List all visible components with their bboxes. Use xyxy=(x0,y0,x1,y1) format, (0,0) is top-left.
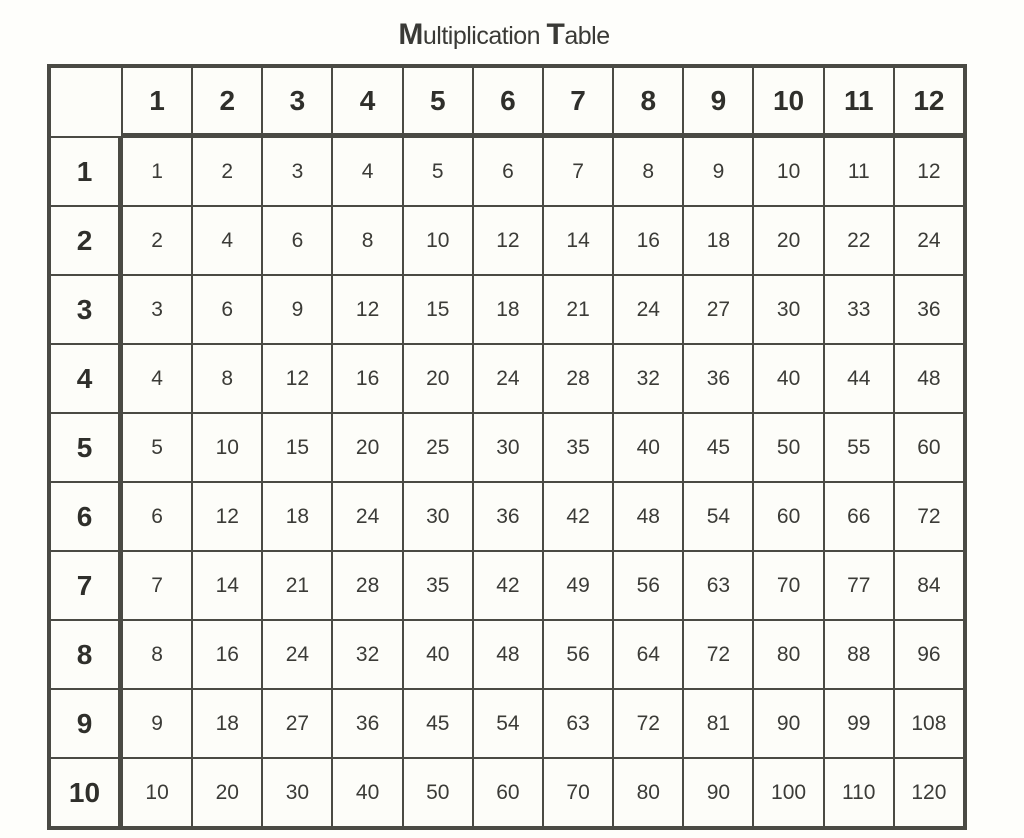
table-cell: 90 xyxy=(754,690,822,757)
table-cell: 48 xyxy=(895,345,963,412)
table-cell: 14 xyxy=(544,207,612,274)
table-cell: 5 xyxy=(404,138,472,205)
table-cell: 80 xyxy=(754,621,822,688)
table-cell: 36 xyxy=(474,483,542,550)
column-header: 12 xyxy=(895,68,963,136)
table-cell: 77 xyxy=(825,552,893,619)
table-cell: 3 xyxy=(123,276,191,343)
table-cell: 10 xyxy=(754,138,822,205)
table-cell: 20 xyxy=(754,207,822,274)
table-cell: 10 xyxy=(123,759,191,826)
table-cell: 11 xyxy=(825,138,893,205)
table-cell: 10 xyxy=(193,414,261,481)
table-cell: 15 xyxy=(404,276,472,343)
table-cell: 12 xyxy=(193,483,261,550)
row-header: 1 xyxy=(51,138,121,205)
column-header: 1 xyxy=(123,68,191,136)
table-cell: 30 xyxy=(754,276,822,343)
table-cell: 99 xyxy=(825,690,893,757)
column-header: 5 xyxy=(404,68,472,136)
column-header: 10 xyxy=(754,68,822,136)
table-cell: 110 xyxy=(825,759,893,826)
table-cell: 20 xyxy=(193,759,261,826)
table-cell: 80 xyxy=(614,759,682,826)
table-cell: 2 xyxy=(193,138,261,205)
table-cell: 35 xyxy=(404,552,472,619)
table-cell: 55 xyxy=(825,414,893,481)
table-cell: 56 xyxy=(614,552,682,619)
table-cell: 21 xyxy=(544,276,612,343)
table-cell: 72 xyxy=(895,483,963,550)
table-cell: 27 xyxy=(684,276,752,343)
table-cell: 63 xyxy=(684,552,752,619)
table-cell: 49 xyxy=(544,552,612,619)
table-cell: 50 xyxy=(754,414,822,481)
row-header: 7 xyxy=(51,552,121,619)
table-cell: 18 xyxy=(193,690,261,757)
table-cell: 48 xyxy=(474,621,542,688)
table-cell: 30 xyxy=(404,483,472,550)
table-cell: 40 xyxy=(614,414,682,481)
table-cell: 25 xyxy=(404,414,472,481)
table-cell: 72 xyxy=(614,690,682,757)
table-cell: 32 xyxy=(614,345,682,412)
column-header: 3 xyxy=(263,68,331,136)
table-cell: 81 xyxy=(684,690,752,757)
table-cell: 28 xyxy=(333,552,401,619)
table-cell: 9 xyxy=(263,276,331,343)
table-cell: 88 xyxy=(825,621,893,688)
table-cell: 108 xyxy=(895,690,963,757)
table-cell: 8 xyxy=(123,621,191,688)
multiplication-table xyxy=(47,64,967,830)
column-header: 9 xyxy=(684,68,752,136)
table-cell: 120 xyxy=(895,759,963,826)
table-cell: 12 xyxy=(263,345,331,412)
table-cell: 42 xyxy=(474,552,542,619)
table-cell: 18 xyxy=(474,276,542,343)
table-cell: 70 xyxy=(544,759,612,826)
table-cell: 33 xyxy=(825,276,893,343)
table-cell: 36 xyxy=(895,276,963,343)
row-header: 2 xyxy=(51,207,121,274)
table-cell: 6 xyxy=(474,138,542,205)
table-cell: 12 xyxy=(474,207,542,274)
table-cell: 24 xyxy=(474,345,542,412)
table-cell: 8 xyxy=(333,207,401,274)
row-header: 6 xyxy=(51,483,121,550)
table-cell: 60 xyxy=(474,759,542,826)
column-header: 11 xyxy=(825,68,893,136)
table-cell: 21 xyxy=(263,552,331,619)
table-cell: 12 xyxy=(895,138,963,205)
table-cell: 28 xyxy=(544,345,612,412)
table-cell: 4 xyxy=(123,345,191,412)
table-cell: 22 xyxy=(825,207,893,274)
corner-cell xyxy=(51,68,121,136)
table-cell: 44 xyxy=(825,345,893,412)
table-cell: 24 xyxy=(614,276,682,343)
table-cell: 9 xyxy=(123,690,191,757)
table-cell: 30 xyxy=(263,759,331,826)
table-cell: 14 xyxy=(193,552,261,619)
table-cell: 72 xyxy=(684,621,752,688)
table-cell: 18 xyxy=(684,207,752,274)
table-cell: 40 xyxy=(404,621,472,688)
table-cell: 36 xyxy=(684,345,752,412)
row-header: 10 xyxy=(51,759,121,826)
column-header: 4 xyxy=(333,68,401,136)
table-cell: 90 xyxy=(684,759,752,826)
table-cell: 20 xyxy=(333,414,401,481)
table-cell: 20 xyxy=(404,345,472,412)
table-cell: 24 xyxy=(895,207,963,274)
column-header: 2 xyxy=(193,68,261,136)
table-cell: 45 xyxy=(404,690,472,757)
table-cell: 60 xyxy=(754,483,822,550)
row-header: 4 xyxy=(51,345,121,412)
table-cell: 2 xyxy=(123,207,191,274)
table-cell: 12 xyxy=(333,276,401,343)
table-cell: 40 xyxy=(754,345,822,412)
table-cell: 45 xyxy=(684,414,752,481)
table-cell: 16 xyxy=(193,621,261,688)
table-cell: 7 xyxy=(123,552,191,619)
table-cell: 84 xyxy=(895,552,963,619)
table-cell: 35 xyxy=(544,414,612,481)
table-cell: 24 xyxy=(333,483,401,550)
table-cell: 36 xyxy=(333,690,401,757)
table-cell: 6 xyxy=(263,207,331,274)
table-cell: 9 xyxy=(684,138,752,205)
table-cell: 4 xyxy=(193,207,261,274)
table-cell: 6 xyxy=(123,483,191,550)
column-header: 6 xyxy=(474,68,542,136)
table-cell: 96 xyxy=(895,621,963,688)
row-header: 9 xyxy=(51,690,121,757)
table-cell: 30 xyxy=(474,414,542,481)
table-cell: 70 xyxy=(754,552,822,619)
table-cell: 8 xyxy=(614,138,682,205)
table-cell: 8 xyxy=(193,345,261,412)
table-cell: 24 xyxy=(263,621,331,688)
table-cell: 63 xyxy=(544,690,612,757)
table-cell: 16 xyxy=(614,207,682,274)
table-cell: 18 xyxy=(263,483,331,550)
table-cell: 16 xyxy=(333,345,401,412)
table-cell: 27 xyxy=(263,690,331,757)
table-cell: 64 xyxy=(614,621,682,688)
table-cell: 7 xyxy=(544,138,612,205)
table-cell: 10 xyxy=(404,207,472,274)
row-header: 5 xyxy=(51,414,121,481)
table-cell: 42 xyxy=(544,483,612,550)
row-header: 8 xyxy=(51,621,121,688)
table-cell: 3 xyxy=(263,138,331,205)
table-cell: 54 xyxy=(684,483,752,550)
table-cell: 66 xyxy=(825,483,893,550)
table-cell: 50 xyxy=(404,759,472,826)
table-cell: 1 xyxy=(123,138,191,205)
table-cell: 100 xyxy=(754,759,822,826)
row-header: 3 xyxy=(51,276,121,343)
table-cell: 56 xyxy=(544,621,612,688)
column-header: 8 xyxy=(614,68,682,136)
table-cell: 4 xyxy=(333,138,401,205)
column-header: 7 xyxy=(544,68,612,136)
table-cell: 6 xyxy=(193,276,261,343)
table-cell: 48 xyxy=(614,483,682,550)
table-cell: 60 xyxy=(895,414,963,481)
table-cell: 40 xyxy=(333,759,401,826)
table-cell: 32 xyxy=(333,621,401,688)
table-cell: 5 xyxy=(123,414,191,481)
table-cell: 54 xyxy=(474,690,542,757)
page-title: Multiplication Table xyxy=(398,18,610,51)
table-cell: 15 xyxy=(263,414,331,481)
